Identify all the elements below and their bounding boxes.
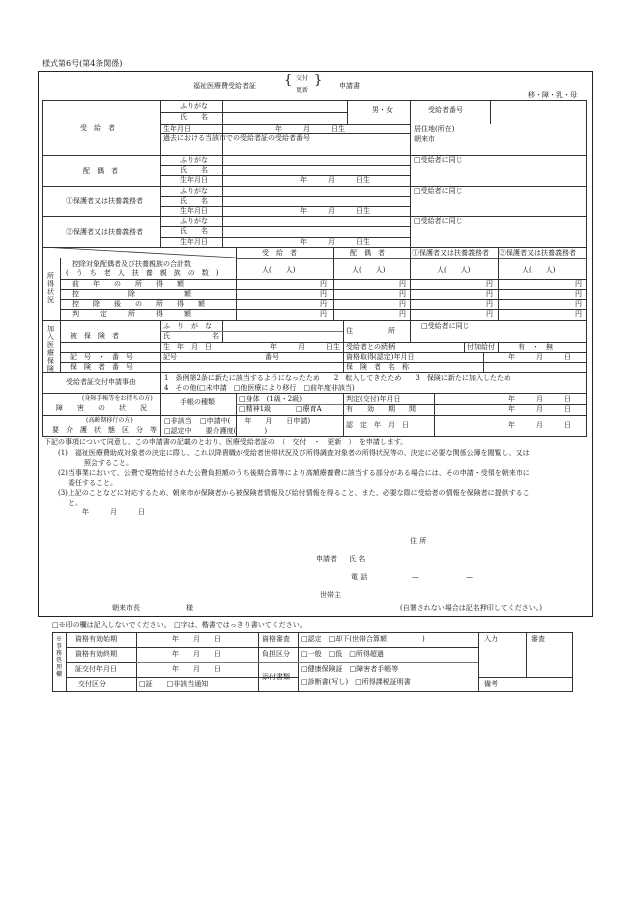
yen: 円 — [575, 280, 582, 288]
yen: 円 — [399, 290, 406, 298]
consent-p3a: (3)上記のことなどに対応するため、朝来市が保険者から被保険者情報及び給付情報を得ること、また、必要な際に受給者の情報を保険者に提供するこ — [58, 489, 530, 497]
mayor-label: 朝来市長 — [112, 604, 140, 612]
care-label: 要 介 護 状 態 区 分 等 — [52, 426, 157, 434]
dependents-guardian2[interactable]: 人( 人) — [522, 266, 556, 274]
guardian2-furigana: ふりがな — [180, 217, 208, 225]
insured-name-label: 氏 名 — [163, 332, 219, 340]
recipient-number-label: 受給者番号 — [428, 106, 463, 114]
form-number: 様式第6号(第4条関係) — [42, 59, 123, 68]
reason-label: 受給者証交付申請事由 — [66, 378, 136, 386]
address-label: 居住地(所在) — [414, 125, 455, 133]
applicant-name-label: 氏 名 — [349, 555, 366, 563]
insurer-number-label: 保 険 者 番 号 — [70, 363, 133, 371]
spouse-name-label: 氏 名 — [180, 166, 208, 174]
seal-note: (自署されない場合は記名押印してください。) — [400, 604, 542, 612]
yen: 円 — [575, 300, 582, 308]
income-col-guardian2: ②保護者又は扶養義務者 — [499, 249, 576, 257]
guardian1-label: ①保護者又は扶養義務者 — [66, 197, 143, 205]
spouse-same-checkbox[interactable]: □受給者に同じ — [414, 156, 463, 164]
form-title-left: 福祉医療費受給者証 — [193, 82, 256, 90]
symbol-number-label: 記 号 ・ 番 号 — [70, 353, 133, 361]
office-side-label: ※事務処理欄 — [56, 636, 63, 678]
yen: 円 — [575, 310, 582, 318]
option-issue: 交付 — [296, 75, 309, 82]
application-date[interactable]: 年 月 日 — [82, 508, 145, 516]
care-certified[interactable]: □認定中 要介護度( ) — [164, 427, 268, 435]
acquisition-date[interactable]: 年 月 日 — [508, 353, 571, 361]
yen: 円 — [486, 290, 493, 298]
instruction-note: □※印の欄は記入しないでください。 □字は、楷書ではっきり書いてください。 — [52, 621, 307, 629]
mental-checkbox[interactable]: □精神1級 — [239, 405, 272, 413]
reason-line1[interactable]: 1 条例第2条に新たに該当するようになったため 2 転入してきたため 3 保険に新たに加入したため — [164, 374, 511, 382]
consent-p3b: と。 — [68, 499, 82, 507]
guardian1-birth-label: 生年月日 — [180, 207, 208, 215]
phone-dash: — — [412, 573, 419, 581]
income-col-recipient: 受 給 者 — [262, 249, 297, 257]
supplement-select[interactable]: 有 ・ 無 — [518, 343, 553, 351]
care-note: (高齢期移行の方) — [86, 417, 133, 424]
insured-label: 被 保 険 者 — [70, 332, 119, 340]
dependents-sub: ( う ち 老 人 扶 養 親 族 の 数 ) — [66, 269, 219, 277]
consent-p1a: (1) 福祉医療費助成対象者の決定に際し、これ以降貴職が受給者世帯状況及び所得調査対象者の所得状況等の、決定に必要な関係公簿を閲覧し、又は — [58, 449, 530, 457]
income-row-prev: 前 年 の 所 得 額 — [72, 280, 184, 288]
insured-birth-label: 生 年 月 日 — [163, 343, 212, 351]
consent-intro: 下記の事項について同意し、この申請書の記載のとおり、医療受給者証の （ 交付 ・ 更新 ） を申請します。 — [44, 438, 408, 446]
valid-end-date[interactable]: 年 月 日 — [172, 650, 221, 658]
yen: 円 — [399, 310, 406, 318]
acquisition-date-label: 資格取得(認定)年月日 — [346, 353, 415, 361]
yen: 円 — [320, 300, 327, 308]
brace-left: { — [284, 73, 293, 88]
category-list: 移・障・乳・母 — [528, 91, 577, 99]
income-row-after: 控 除 後 の 所 得 額 — [72, 300, 205, 308]
dependents-title: 控除対象配偶者及び扶養親族の合計数 — [72, 260, 191, 268]
remarks-label: 備考 — [484, 680, 498, 688]
insurance-side-label: 加入医療保険 — [47, 325, 54, 373]
applicant-label: 申請者 — [316, 555, 337, 563]
yen: 円 — [320, 310, 327, 318]
spouse-furigana: ふりがな — [180, 156, 208, 164]
city-name: 朝来市 — [414, 135, 435, 143]
issue-date-label: 証交付年月日 — [75, 665, 117, 673]
sama-label: 様 — [186, 604, 193, 612]
diagonal-line — [42, 247, 236, 258]
householder-label: 世帯主 — [320, 591, 341, 599]
valid-start-label: 資格有効始期 — [75, 635, 117, 643]
judge-date[interactable]: 年 月 日 — [508, 395, 571, 403]
spouse-label: 配 偶 者 — [83, 167, 118, 175]
insured-address-label: 住 所 — [346, 327, 395, 335]
phone-dash: — — [466, 573, 473, 581]
yen: 円 — [399, 300, 406, 308]
valid-end-label: 資格有効終期 — [75, 650, 117, 658]
burden-options[interactable]: □一般 □低 □所得超過 — [301, 650, 384, 658]
income-side-label: 所得状況 — [47, 272, 54, 304]
recipient-birth-label: 生年月日 — [163, 125, 191, 133]
guardian2-name-label: 氏 名 — [180, 227, 208, 235]
input-label: 入力 — [484, 635, 498, 643]
medical-checkbox[interactable]: □療育A — [296, 405, 322, 413]
issue-date[interactable]: 年 月 日 — [172, 665, 221, 673]
disability-note: (身障手帳等をお持ちの方) — [82, 395, 153, 402]
guardian1-name-label: 氏 名 — [180, 197, 208, 205]
gender-select[interactable]: 男・女 — [372, 106, 393, 114]
eligibility-label: 資格審査 — [262, 635, 290, 643]
reason-line2[interactable]: 4 その他(□未申請 □他医療により移行 □前年度非該当) — [164, 384, 355, 392]
docs-options-2[interactable]: □診断書(写し) □所得課税証明書 — [301, 678, 411, 686]
dependents-recipient[interactable]: 人( 人) — [262, 266, 296, 274]
income-col-guardian1: ①保護者又は扶養義務者 — [412, 249, 489, 257]
care-not-applicable[interactable]: □非該当 — [164, 417, 192, 425]
issue-type-options[interactable]: □証 □非該当通知 — [139, 680, 209, 688]
number-field[interactable]: 番号 — [265, 353, 279, 361]
guardian2-same-checkbox[interactable]: □受給者に同じ — [414, 217, 463, 225]
valid-start-date[interactable]: 年 月 日 — [172, 635, 221, 643]
yen: 円 — [486, 310, 493, 318]
docs-options-1[interactable]: □健康保険証 □障害者手帳等 — [301, 665, 399, 673]
past-cert-label: 過去における当該市での受給者証の受給者番号 — [163, 134, 310, 142]
yen: 円 — [486, 280, 493, 288]
relation-label: 受給者との続柄 — [346, 343, 395, 351]
form-title-right: 申請書 — [339, 82, 360, 90]
brace-right: } — [314, 73, 323, 88]
valid-period-label: 有 効 期 間 — [346, 405, 416, 413]
insured-same-checkbox[interactable]: □受給者に同じ — [421, 322, 470, 330]
income-row-deduction: 控 除 額 — [72, 290, 191, 298]
care-applying[interactable]: □申請中( 年 月 日申請) — [200, 417, 311, 425]
recipient-birth-date[interactable]: 年 月 日生 — [275, 125, 345, 133]
recipient-furigana: ふりがな — [180, 102, 208, 110]
care-cert-date[interactable]: 年 月 日 — [508, 421, 571, 429]
guardian1-same-checkbox[interactable]: □受給者に同じ — [414, 187, 463, 195]
judge-date-label: 判定(交付)年月日 — [346, 395, 401, 403]
applicant-address-label: 住 所 — [410, 537, 427, 545]
spouse-birth-label: 生年月日 — [180, 176, 208, 184]
applicant-phone-label: 電 話 — [351, 573, 368, 581]
dependents-guardian1[interactable]: 人( 人) — [437, 266, 471, 274]
guardian2-birth-label: 生年月日 — [180, 238, 208, 246]
guardian1-birth-date[interactable]: 年 月 日生 — [300, 207, 370, 215]
consent-p2b: 委任すること。 — [68, 479, 117, 487]
handbook-type-label: 手帳の種類 — [180, 398, 215, 406]
guardian2-label: ②保護者又は扶養義務者 — [66, 228, 143, 236]
care-cert-date-label: 認 定 年 月 日 — [346, 421, 409, 429]
yen: 円 — [399, 280, 406, 288]
issue-type-label: 交付区分 — [78, 680, 106, 688]
recipient-name-label: 氏 名 — [180, 113, 208, 121]
disability-label: 障 害 の 状 況 — [56, 404, 147, 412]
insurer-name-label: 保 険 者 名 称 — [346, 363, 409, 371]
yen: 円 — [486, 300, 493, 308]
burden-label: 負担区分 — [262, 650, 290, 658]
consent-p2a: (2)当事業において、公費で現物給付された公費負担額のうち後期合算等により高額療養費に該当する部分がある場合には、その申請・受領を朝来市に — [58, 469, 530, 477]
yen: 円 — [575, 290, 582, 298]
guardian1-furigana: ふりがな — [180, 187, 208, 195]
valid-period[interactable]: 年 月 日 — [508, 405, 571, 413]
symbol-field[interactable]: 記号 — [163, 353, 177, 361]
insured-furigana: ふ り が な — [163, 322, 212, 330]
guardian2-birth-date[interactable]: 年 月 日生 — [300, 238, 370, 246]
eligibility-options[interactable]: □認定 □却下(世帯合算額 ) — [301, 635, 425, 643]
income-col-spouse: 配 偶 者 — [350, 249, 385, 257]
recipient-label: 受 給 者 — [80, 124, 115, 132]
docs-label: 添付書類 — [262, 673, 290, 681]
review-label: 審査 — [531, 635, 545, 643]
consent-p1b: 照会すること。 — [84, 459, 133, 467]
yen: 円 — [320, 280, 327, 288]
supplement-label: 付加給付 — [467, 343, 495, 351]
option-renew: 更新 — [296, 87, 309, 94]
income-row-judged: 判 定 所 得 額 — [72, 310, 191, 318]
insured-birth-date[interactable]: 年 月 日生 — [270, 343, 340, 351]
spouse-birth-date[interactable]: 年 月 日生 — [300, 176, 370, 184]
dependents-spouse[interactable]: 人( 人) — [352, 266, 386, 274]
body-checkbox[interactable]: □身体 (1級・2級) — [239, 395, 302, 403]
yen: 円 — [320, 290, 327, 298]
